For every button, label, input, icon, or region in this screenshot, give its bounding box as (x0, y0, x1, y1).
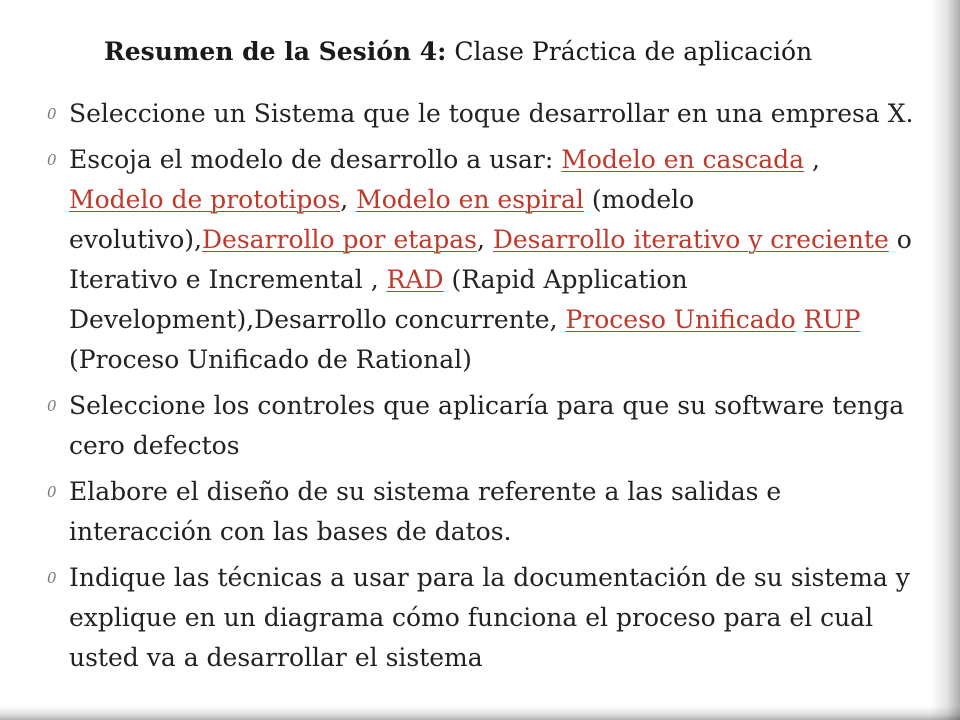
bullet-text: o Iterativo e Incremental , (69, 225, 912, 294)
bullet-marker: 0 (47, 569, 57, 587)
bullet-text: Seleccione los controles que aplicaría para que su software tenga cero defectos (69, 391, 905, 460)
bullet-select-system (0, 94, 919, 134)
bullet-marker: 0 (47, 397, 57, 415)
slide-title-bold: Resumen de la Sesión 4: (104, 37, 447, 66)
link-modelo-en-cascada[interactable]: Modelo en cascada (561, 145, 805, 174)
bullet-marker: 0 (47, 151, 57, 169)
link-rup[interactable]: RUP (803, 305, 861, 334)
bullet-text: (Rapid Application Development),Desarrollo concurrente, (69, 265, 688, 334)
link-proceso-unificado[interactable]: Proceso Unificado (565, 305, 796, 334)
bullet-choose-model (0, 140, 919, 380)
bullet-text: (modelo evolutivo), (69, 185, 695, 254)
bullet-text: , (804, 145, 820, 174)
link-modelo-de-prototipos[interactable]: Modelo de prototipos (69, 185, 341, 214)
bullet-text: , (476, 225, 493, 254)
slide-edge-shadow-right (930, 0, 960, 720)
bullet-select-controls (0, 386, 919, 466)
link-modelo-en-espiral[interactable]: Modelo en espiral (356, 185, 584, 214)
bullet-design-outputs (0, 472, 919, 552)
bullet-marker: 0 (47, 105, 57, 123)
slide-edge-shadow-bottom (0, 706, 960, 720)
bullet-marker: 0 (47, 483, 57, 501)
bullet-text: Seleccione un Sistema que le toque desarrollar en una empresa X. (69, 99, 914, 128)
bullet-documentation (0, 558, 919, 678)
slide-title (104, 34, 924, 70)
bullet-text: (Proceso Unificado de Rational) (69, 345, 472, 374)
bullet-text: , (340, 185, 357, 214)
link-desarrollo-por-etapas[interactable]: Desarrollo por etapas (201, 225, 477, 254)
slide-title-rest: Clase Práctica de aplicación (446, 37, 813, 66)
bullet-text: Elabore el diseño de su sistema referente a las salidas e interacción con las bases de datos. (69, 477, 782, 546)
bullet-list (0, 94, 930, 684)
link-rad[interactable]: RAD (386, 265, 444, 294)
bullet-text: Escoja el modelo de desarrollo a usar: (69, 145, 562, 174)
bullet-text (796, 305, 804, 334)
link-desarrollo-iterativo-y-creciente[interactable]: Desarrollo iterativo y creciente (492, 225, 889, 254)
bullet-text: Indique las técnicas a usar para la documentación de su sistema y explique en un diagrama cómo funciona el proceso para el cual usted va a desarrollar el sistema (69, 563, 910, 672)
